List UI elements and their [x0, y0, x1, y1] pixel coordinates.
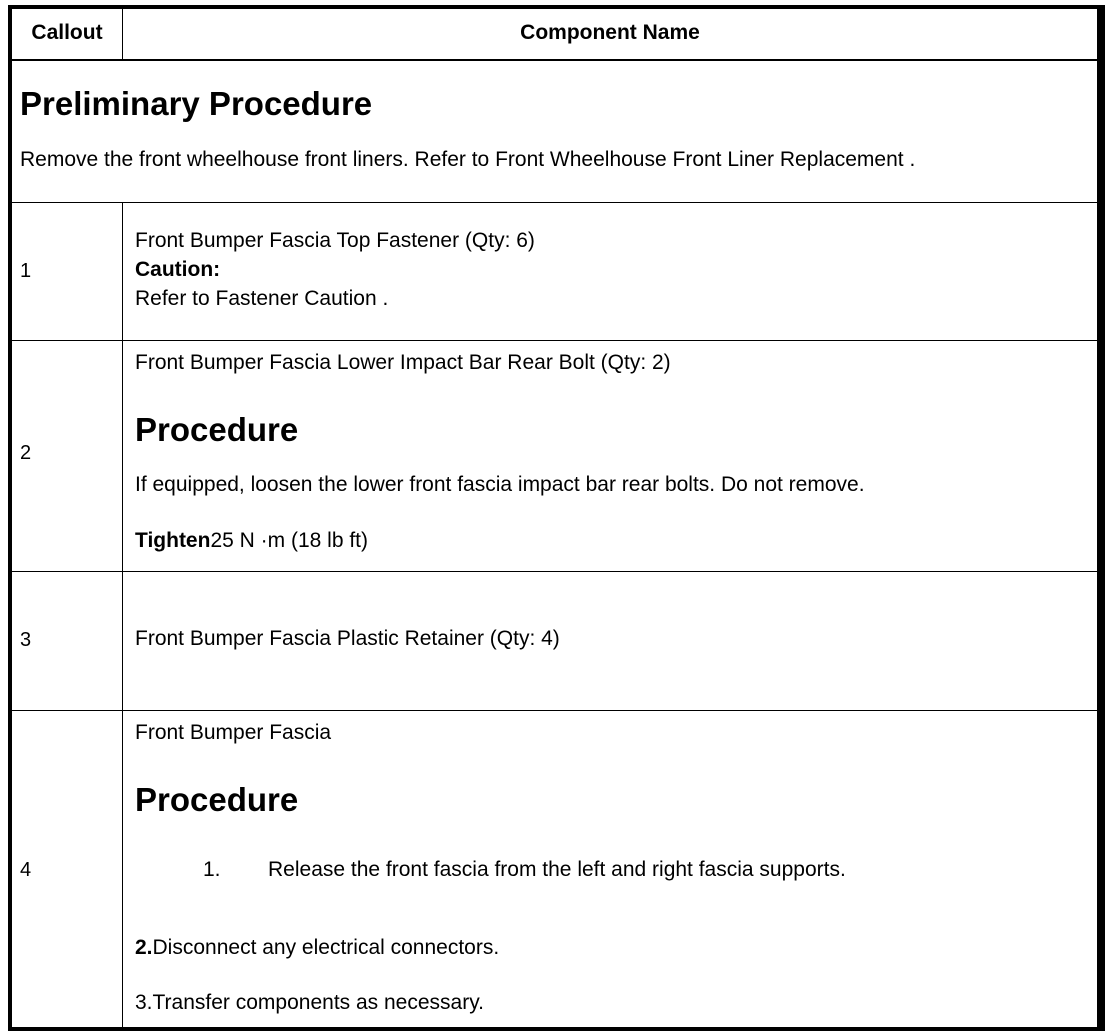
callout-cell — [12, 572, 123, 710]
component-cell — [123, 203, 1097, 340]
procedure-title: Procedure — [135, 411, 299, 448]
table-row — [12, 203, 1097, 341]
preliminary-procedure-title: Preliminary Procedure — [20, 85, 373, 122]
component-name: Front Bumper Fascia Lower Impact Bar Rear Bolt (Qty: 2) — [135, 351, 671, 374]
callout-number: 3 — [20, 629, 32, 651]
tighten-label: Tighten — [135, 529, 211, 552]
callout-cell — [12, 203, 123, 340]
callout-column-header: Callout — [31, 21, 103, 44]
component-cell — [123, 711, 1097, 1027]
callout-number: 2 — [20, 442, 32, 464]
preliminary-procedure-text: Remove the front wheelhouse front liners. Refer to Front Wheelhouse Front Liner Replacement . — [20, 148, 916, 171]
procedure-title: Procedure — [135, 781, 299, 818]
preliminary-procedure-row — [12, 61, 1097, 203]
component-name: Front Bumper Fascia Top Fastener (Qty: 6) — [135, 229, 535, 252]
component-name: Front Bumper Fascia — [135, 721, 332, 744]
tighten-value: 25 N ·m (18 lb ft) — [210, 529, 368, 552]
procedure-table — [8, 5, 1105, 1031]
step-1-number: 1. — [203, 858, 221, 881]
caution-label: Caution: — [135, 258, 221, 281]
table-header-row — [12, 9, 1097, 61]
component-cell — [123, 572, 1097, 710]
table-row — [12, 711, 1097, 1027]
tighten-spec — [135, 529, 368, 553]
component-name-column-header: Component Name — [520, 21, 700, 44]
callout-number: 1 — [20, 260, 32, 282]
component-header-cell — [123, 9, 1097, 59]
procedure-text: If equipped, loosen the lower front fascia impact bar rear bolts. Do not remove. — [135, 473, 865, 496]
step-1-text: Release the front fascia from the left and right fascia supports. — [268, 858, 846, 881]
callout-number: 4 — [20, 859, 32, 881]
step-3-text: 3.Transfer components as necessary. — [135, 991, 484, 1014]
step-2-text: Disconnect any electrical connectors. — [152, 936, 500, 959]
callout-header-cell — [12, 9, 123, 59]
component-cell — [123, 341, 1097, 571]
callout-cell — [12, 341, 123, 571]
table-row — [12, 341, 1097, 572]
callout-cell — [12, 711, 123, 1027]
caution-text: Refer to Fastener Caution . — [135, 287, 389, 310]
step-2 — [135, 936, 499, 960]
table-row — [12, 572, 1097, 711]
step-2-number: 2. — [135, 936, 153, 959]
component-name: Front Bumper Fascia Plastic Retainer (Qty: 4) — [135, 627, 560, 650]
